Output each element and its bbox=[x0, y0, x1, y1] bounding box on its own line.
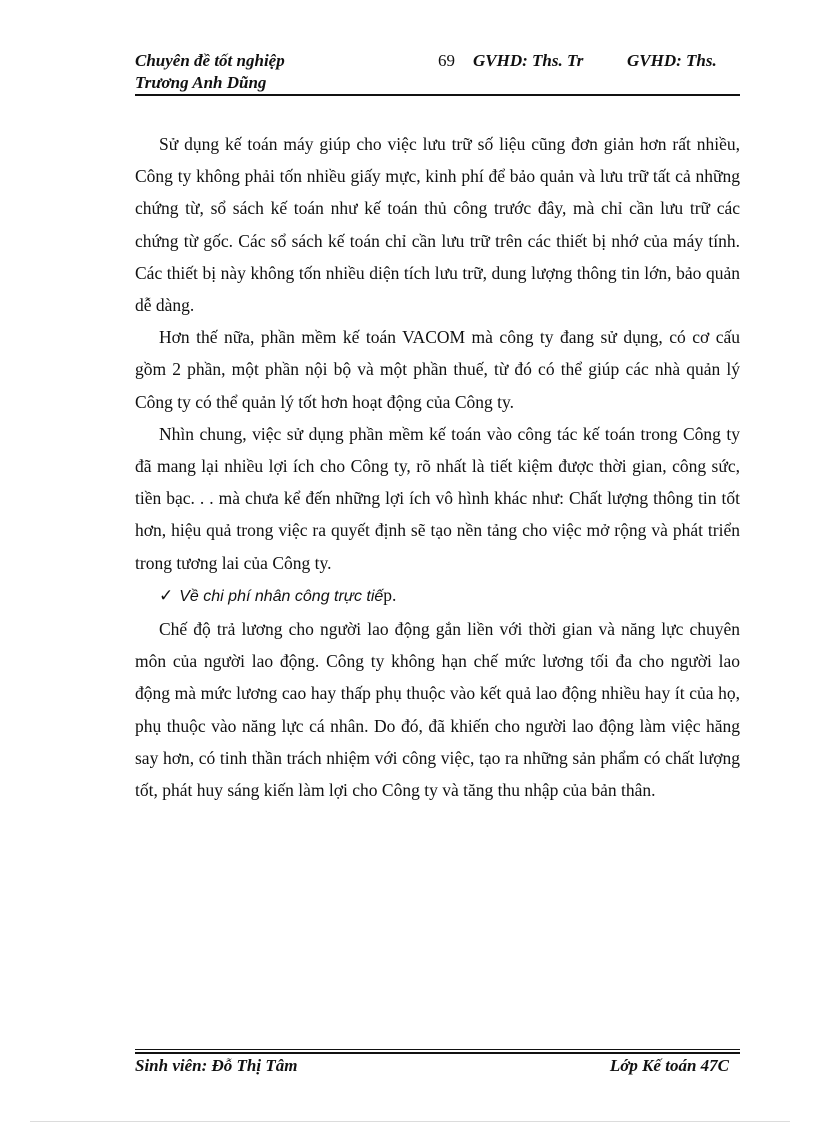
footer-student: Sinh viên: Đỗ Thị Tâm bbox=[135, 1056, 298, 1075]
paragraph-4: Chế độ trả lương cho người lao động gắn liền với thời gian và năng lực chuyên môn của người lao động. Công ty không hạn chế mức lương tối đa cho người lao động mà mức lương cao hay thấp phụ thuộc vào kết quả lao động nhiều hay ít của họ, phụ thuộc vào năng lực cá nhân. Do đó, đã khiến cho người lao động làm việc hăng say hơn, có tinh thần trách nhiệm với công việc, tạo ra những sản phẩm có chất lượng tốt, phát huy sáng kiến làm lợi cho Công ty và tăng thu nhập của bản thân. bbox=[135, 619, 740, 801]
bullet-heading-italic: Về chi phí nhân công trực tiế bbox=[179, 587, 384, 605]
checkmark-icon: ✓ bbox=[159, 585, 174, 606]
paragraph-2: Hơn thế nữa, phần mềm kế toán VACOM mà công ty đang sử dụng, có cơ cấu gồm 2 phần, một phần nội bộ và một phần thuế, từ đó có thể giúp các nhà quản lý Công ty có thể quản lý tốt hơn hoạt động của Công ty. bbox=[135, 327, 740, 412]
page-number: 69 bbox=[438, 51, 455, 70]
footer-divider-thick bbox=[135, 1052, 740, 1054]
bullet-heading-tail: p. bbox=[383, 584, 397, 605]
body-text bbox=[135, 128, 740, 806]
footer-class: Lớp Kế toán 47C bbox=[609, 1056, 729, 1075]
footer-divider-thin bbox=[135, 1049, 740, 1050]
header-divider bbox=[135, 94, 740, 96]
paragraph-3: Nhìn chung, việc sử dụng phần mềm kế toán vào công tác kế toán trong Công ty đã mang lại nhiều lợi ích cho Công ty, rõ nhất là tiết kiệm được thời gian, công sức, tiền bạc. . . mà chưa kể đến những lợi ích vô hình khác như: Chất lượng thông tin tốt hơn, hiệu quả trong việc ra quyết định sẽ tạo nền tảng cho việc mở rộng và phát triển trong tương lai của Công ty. bbox=[135, 423, 740, 573]
bullet-heading bbox=[135, 579, 740, 613]
page-bottom-edge bbox=[30, 1121, 790, 1122]
header-advisor-1: GVHD: Ths. Tr bbox=[473, 51, 584, 70]
header-title: Chuyên đề tốt nghiệp bbox=[135, 51, 285, 70]
paragraph-1: Sử dụng kế toán máy giúp cho việc lưu trữ số liệu cũng đơn giản hơn rất nhiều, Công ty không phải tốn nhiều giấy mực, kinh phí để bảo quản và lưu trữ tất cả những chứng từ, sổ sách kế toán như kế toán thủ công trước đây, mà chỉ cần lưu trữ các chứng từ gốc. Các sổ sách kế toán chỉ cần lưu trữ trên các thiết bị nhớ của máy tính. Các thiết bị này không tốn nhiều diện tích lưu trữ, dung lượng thông tin lớn, bảo quản dễ dàng. bbox=[135, 134, 740, 316]
header-author: Trương Anh Dũng bbox=[135, 73, 267, 92]
header-advisor-2: GVHD: Ths. bbox=[627, 51, 717, 70]
